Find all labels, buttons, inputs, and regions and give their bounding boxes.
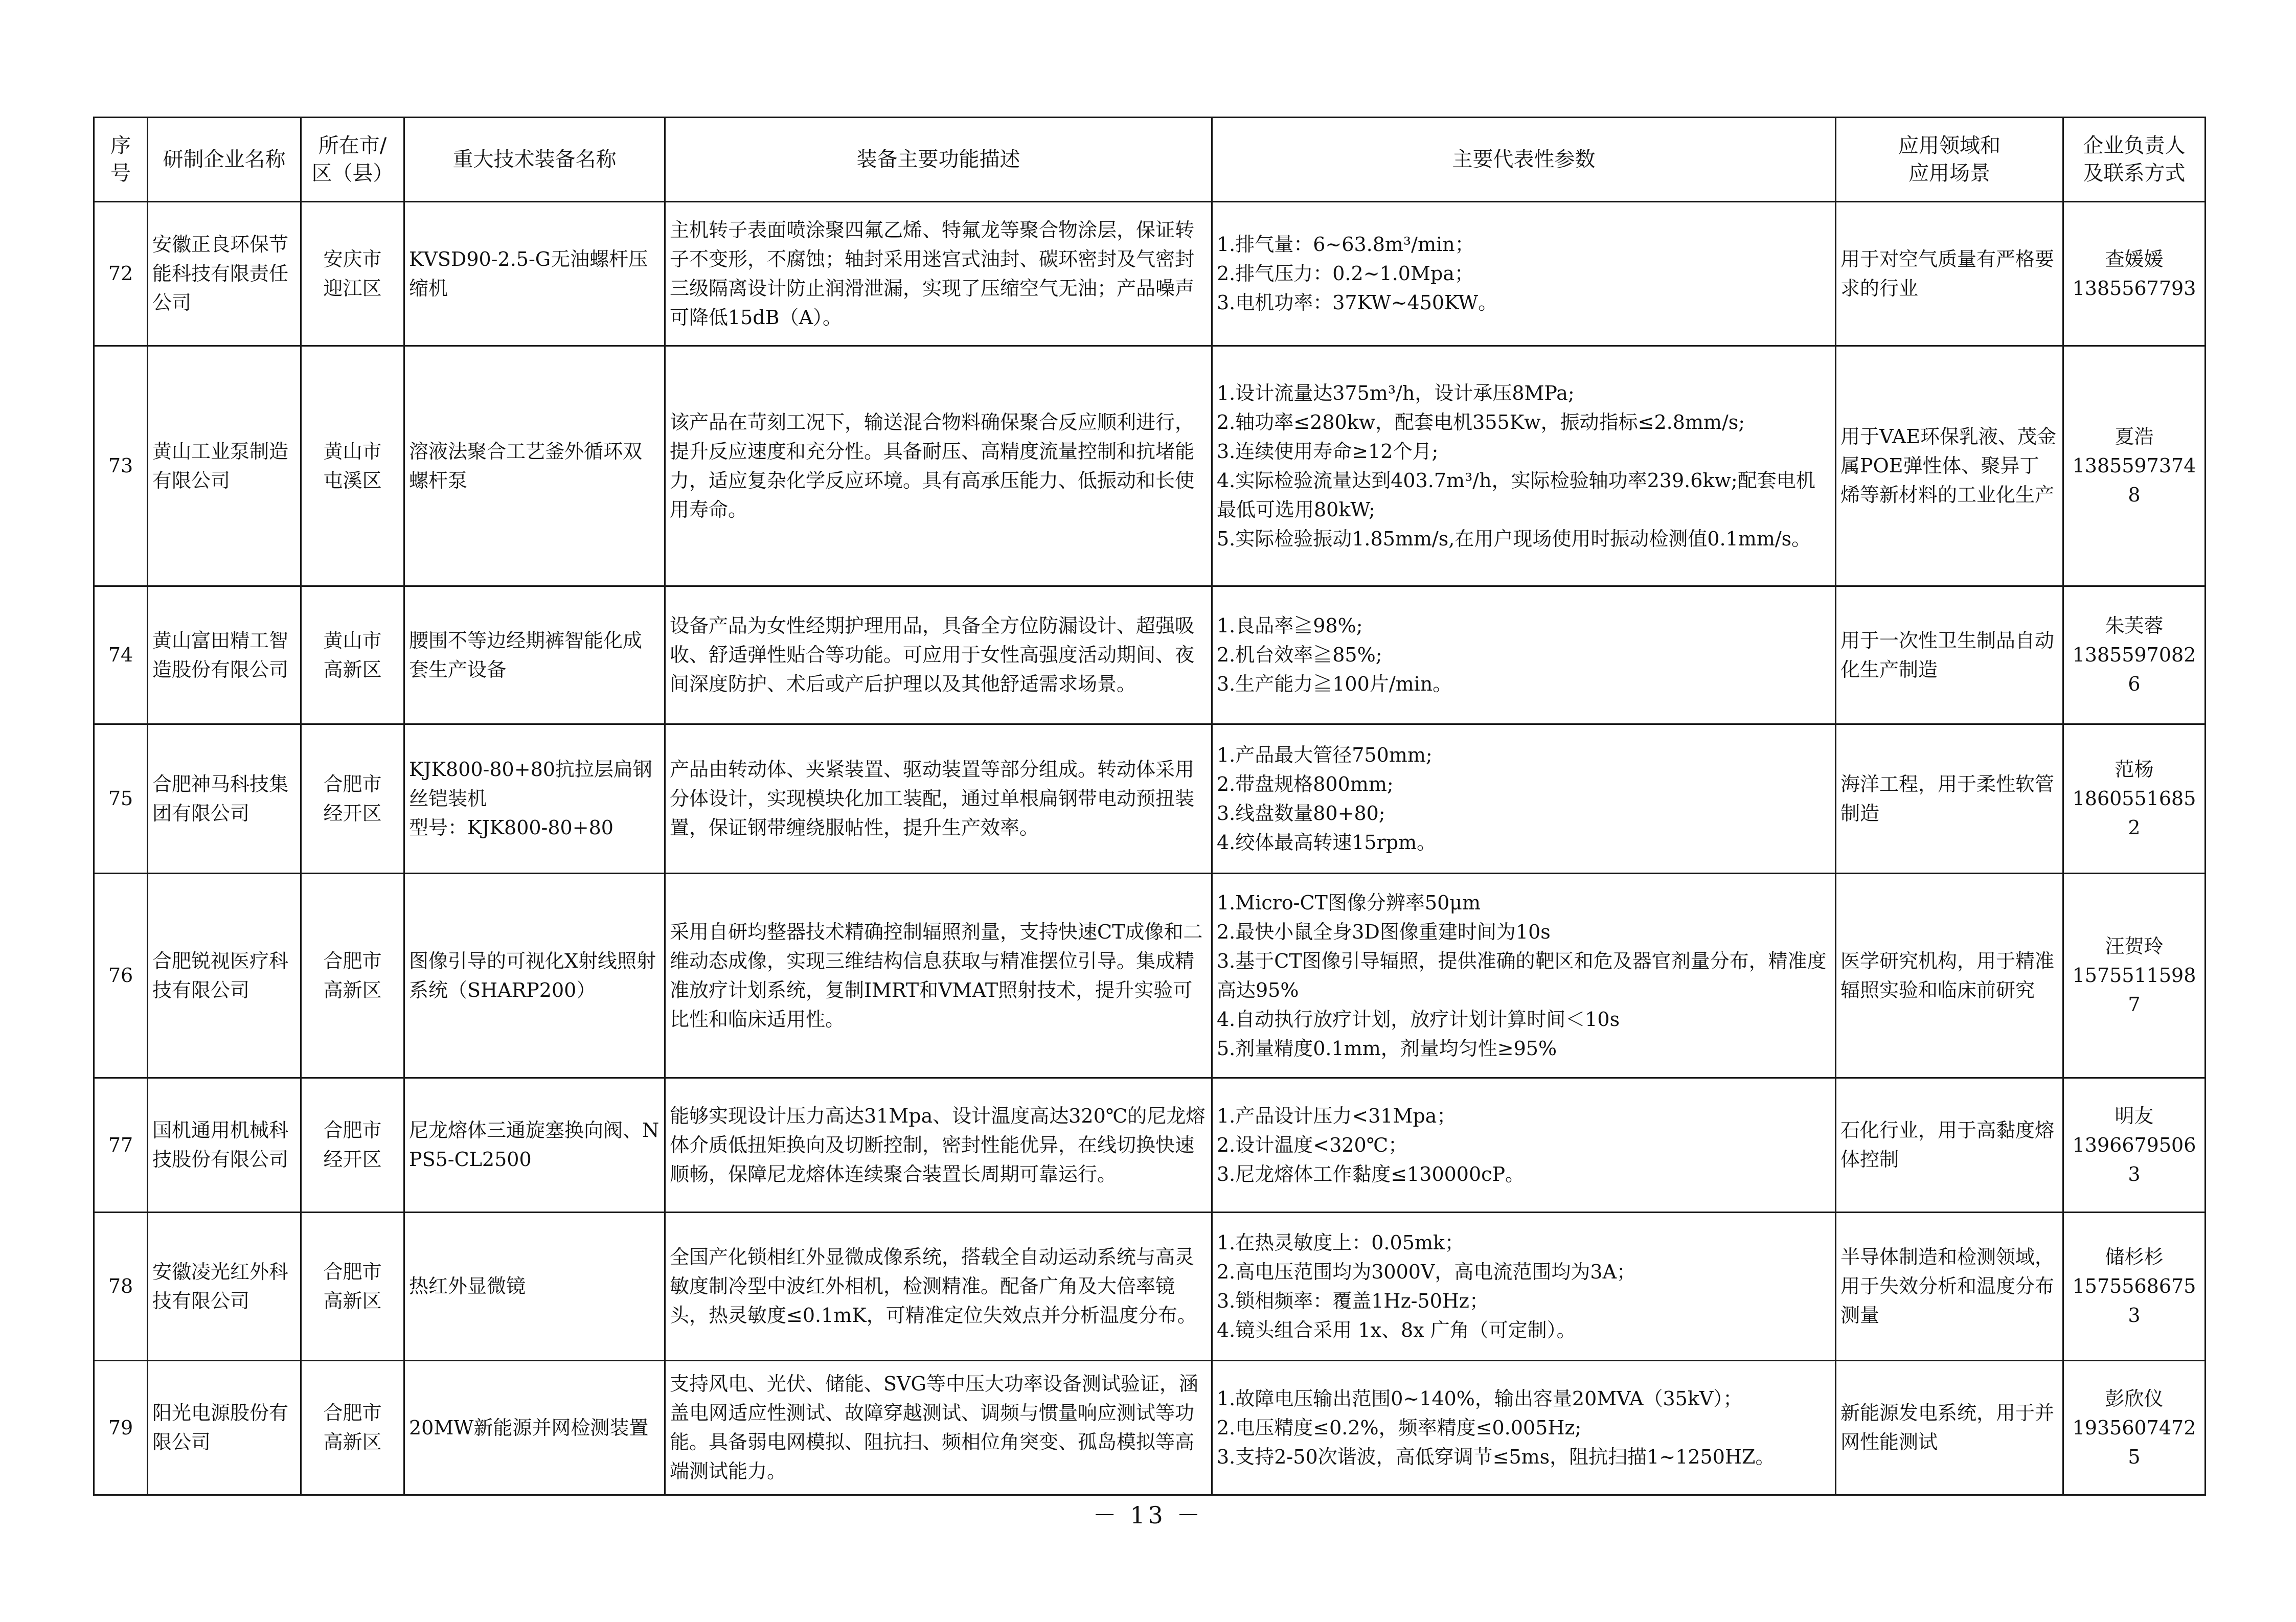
application-cell: 石化行业，用于高黏度熔体控制 xyxy=(1836,1078,2063,1213)
seq-cell: 73 xyxy=(94,346,148,586)
seq-cell: 79 xyxy=(94,1361,148,1495)
city-cell: 合肥市 高新区 xyxy=(301,1213,404,1361)
function-cell: 全国产化锁相红外显微成像系统，搭载全自动运动系统与高灵敏度制冷型中波红外相机，检测精准。配备广角及大倍率镜头，热灵敏度≤0.1mK，可精准定位失效点并分析温度分布。 xyxy=(665,1213,1212,1361)
table-row xyxy=(94,346,2206,586)
company-cell: 安徽正良环保节能科技有限责任公司 xyxy=(148,202,301,346)
city-cell: 安庆市 迎江区 xyxy=(301,202,404,346)
equipment-cell: 热红外显微镜 xyxy=(404,1213,665,1361)
seq-cell: 78 xyxy=(94,1213,148,1361)
params-cell: 1.在热灵敏度上：0.05mk； 2.高电压范围均为3000V，高电流范围均为3A； 3.锁相频率：覆盖1Hz-50Hz； 4.镜头组合采用 1x、8x 广角（可定制）。 xyxy=(1212,1213,1836,1361)
header-application: 应用领域和 应用场景 xyxy=(1836,118,2063,202)
params-cell: 1.产品设计压力<31Mpa； 2.设计温度<320℃； 3.尼龙熔体工作黏度≤130000cP。 xyxy=(1212,1078,1836,1213)
equipment-cell: 图像引导的可视化X射线照射系统（SHARP200） xyxy=(404,874,665,1078)
contact-cell: 汪贺玲 15755115987 xyxy=(2063,874,2206,1078)
table-row xyxy=(94,1078,2206,1213)
city-cell: 合肥市 经开区 xyxy=(301,724,404,874)
header-seq: 序 号 xyxy=(94,118,148,202)
header-equipment: 重大技术装备名称 xyxy=(404,118,665,202)
company-cell: 合肥锐视医疗科技有限公司 xyxy=(148,874,301,1078)
contact-cell: 彭欣仪 19356074725 xyxy=(2063,1361,2206,1495)
table-row xyxy=(94,586,2206,724)
company-cell: 国机通用机械科技股份有限公司 xyxy=(148,1078,301,1213)
function-cell: 能够实现设计压力高达31Mpa、设计温度高达320℃的尼龙熔体介质低扭矩换向及切断控制，密封性能优异，在线切换快速顺畅，保障尼龙熔体连续聚合装置长周期可靠运行。 xyxy=(665,1078,1212,1213)
contact-cell: 查媛媛 1385567793 xyxy=(2063,202,2206,346)
contact-cell: 朱芙蓉 13855970826 xyxy=(2063,586,2206,724)
seq-cell: 74 xyxy=(94,586,148,724)
seq-cell: 75 xyxy=(94,724,148,874)
company-cell: 阳光电源股份有限公司 xyxy=(148,1361,301,1495)
params-cell: 1.良品率≧98%; 2.机台效率≧85%; 3.生产能力≧100片/min。 xyxy=(1212,586,1836,724)
equipment-table xyxy=(93,117,2206,1496)
contact-cell: 夏浩 13855973748 xyxy=(2063,346,2206,586)
equipment-cell: 腰围不等边经期裤智能化成套生产设备 xyxy=(404,586,665,724)
function-cell: 主机转子表面喷涂聚四氟乙烯、特氟龙等聚合物涂层，保证转子不变形，不腐蚀；轴封采用迷宫式油封、碳环密封及气密封三级隔离设计防止润滑泄漏，实现了压缩空气无油；产品噪声可降低15dB（A）。 xyxy=(665,202,1212,346)
city-cell: 黄山市 屯溪区 xyxy=(301,346,404,586)
city-cell: 合肥市 经开区 xyxy=(301,1078,404,1213)
params-cell: 1.设计流量达375m³/h，设计承压8MPa; 2.轴功率≤280kw，配套电机355Kw，振动指标≤2.8mm/s; 3.连续使用寿命≥12个月; 4.实际检验流量达到403.7m³/h，实际检验轴功率239.6kw;配套电机最低可选用80kW; 5.实际检验振动1.85mm/s,在用户现场使用时振动检测值0.1mm/s。 xyxy=(1212,346,1836,586)
header-city: 所在市/ 区（县） xyxy=(301,118,404,202)
function-cell: 该产品在苛刻工况下，输送混合物料确保聚合反应顺利进行，提升反应速度和充分性。具备耐压、高精度流量控制和抗堵能力，适应复杂化学反应环境。具有高承压能力、低振动和长使用寿命。 xyxy=(665,346,1212,586)
seq-cell: 77 xyxy=(94,1078,148,1213)
table-row xyxy=(94,1213,2206,1361)
params-cell: 1.故障电压输出范围0~140%，输出容量20MVA（35kV）； 2.电压精度≤0.2%，频率精度≤0.005Hz; 3.支持2-50次谐波，高低穿调节≤5ms，阻抗扫描1~1250HZ。 xyxy=(1212,1361,1836,1495)
function-cell: 支持风电、光伏、储能、SVG等中压大功率设备测试验证，涵盖电网适应性测试、故障穿越测试、调频与惯量响应测试等功能。具备弱电网模拟、阻抗扫、频相位角突变、孤岛模拟等高端测试能力。 xyxy=(665,1361,1212,1495)
header-company: 研制企业名称 xyxy=(148,118,301,202)
application-cell: 海洋工程，用于柔性软管制造 xyxy=(1836,724,2063,874)
params-cell: 1.Micro-CT图像分辨率50μm 2.最快小鼠全身3D图像重建时间为10s 3.基于CT图像引导辐照，提供准确的靶区和危及器官剂量分布，精准度高达95% 4.自动执行放疗计划，放疗计划计算时间＜10s 5.剂量精度0.1mm，剂量均匀性≥95% xyxy=(1212,874,1836,1078)
page-number: － 13 － xyxy=(1093,1501,1203,1529)
contact-cell: 范杨 18605516852 xyxy=(2063,724,2206,874)
company-cell: 黄山工业泵制造有限公司 xyxy=(148,346,301,586)
header-row xyxy=(94,118,2206,202)
equipment-cell: KVSD90-2.5-G无油螺杆压缩机 xyxy=(404,202,665,346)
application-cell: 医学研究机构，用于精准辐照实验和临床前研究 xyxy=(1836,874,2063,1078)
table-row xyxy=(94,874,2206,1078)
seq-cell: 76 xyxy=(94,874,148,1078)
company-cell: 黄山富田精工智造股份有限公司 xyxy=(148,586,301,724)
city-cell: 合肥市 高新区 xyxy=(301,1361,404,1495)
company-cell: 合肥神马科技集团有限公司 xyxy=(148,724,301,874)
equipment-cell: 溶液法聚合工艺釜外循环双螺杆泵 xyxy=(404,346,665,586)
table-row xyxy=(94,202,2206,346)
equipment-cell: KJK800-80+80抗拉层扁钢丝铠装机 型号：KJK800-80+80 xyxy=(404,724,665,874)
city-cell: 合肥市 高新区 xyxy=(301,874,404,1078)
table-row xyxy=(94,724,2206,874)
header-contact: 企业负责人 及联系方式 xyxy=(2063,118,2206,202)
application-cell: 新能源发电系统，用于并网性能测试 xyxy=(1836,1361,2063,1495)
city-cell: 黄山市 高新区 xyxy=(301,586,404,724)
company-cell: 安徽凌光红外科技有限公司 xyxy=(148,1213,301,1361)
table-row xyxy=(94,1361,2206,1495)
function-cell: 设备产品为女性经期护理用品，具备全方位防漏设计、超强吸收、舒适弹性贴合等功能。可应用于女性高强度活动期间、夜间深度防护、术后或产后护理以及其他舒适需求场景。 xyxy=(665,586,1212,724)
application-cell: 用于一次性卫生制品自动化生产制造 xyxy=(1836,586,2063,724)
application-cell: 用于VAE环保乳液、茂金属POE弹性体、聚异丁烯等新材料的工业化生产 xyxy=(1836,346,2063,586)
application-cell: 用于对空气质量有严格要求的行业 xyxy=(1836,202,2063,346)
function-cell: 采用自研均整器技术精确控制辐照剂量，支持快速CT成像和二维动态成像，实现三维结构信息获取与精准摆位引导。集成精准放疗计划系统，复制IMRT和VMAT照射技术，提升实验可比性和临床适用性。 xyxy=(665,874,1212,1078)
seq-cell: 72 xyxy=(94,202,148,346)
header-function: 装备主要功能描述 xyxy=(665,118,1212,202)
application-cell: 半导体制造和检测领域，用于失效分析和温度分布测量 xyxy=(1836,1213,2063,1361)
function-cell: 产品由转动体、夹紧装置、驱动装置等部分组成。转动体采用分体设计，实现模块化加工装配，通过单根扁钢带电动预扭装置，保证钢带缠绕服帖性，提升生产效率。 xyxy=(665,724,1212,874)
equipment-cell: 20MW新能源并网检测装置 xyxy=(404,1361,665,1495)
params-cell: 1.产品最大管径750mm; 2.带盘规格800mm; 3.线盘数量80+80; 4.绞体最高转速15rpm。 xyxy=(1212,724,1836,874)
contact-cell: 明友 13966795063 xyxy=(2063,1078,2206,1213)
contact-cell: 储杉杉 15755686753 xyxy=(2063,1213,2206,1361)
params-cell: 1.排气量：6~63.8m³/min； 2.排气压力：0.2~1.0Mpa； 3.电机功率：37KW~450KW。 xyxy=(1212,202,1836,346)
equipment-cell: 尼龙熔体三通旋塞换向阀、NPS5-CL2500 xyxy=(404,1078,665,1213)
header-params: 主要代表性参数 xyxy=(1212,118,1836,202)
